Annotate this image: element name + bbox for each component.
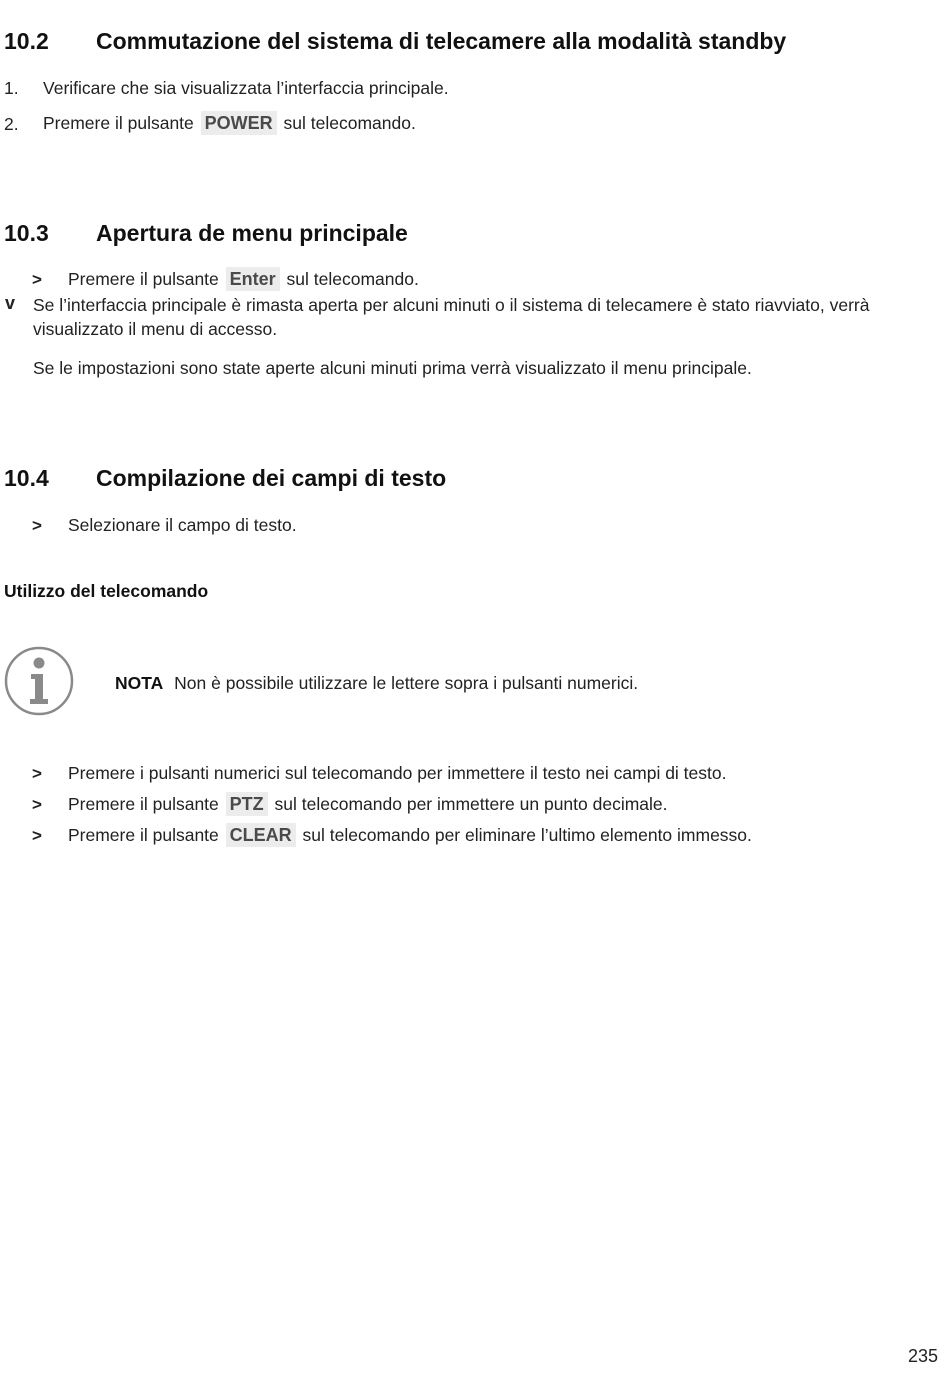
action-text-pre: Premere il pulsante [68,825,219,845]
section-title: Commutazione del sistema di telecamere alla modalità standby [96,28,787,54]
section-title: Compilazione dei campi di testo [96,465,447,491]
step-text-post: sul telecomando. [283,113,416,133]
power-key-label: POWER [201,111,277,135]
step-2-text [43,111,416,135]
action-step [68,267,419,291]
action-text-pre: Premere il pulsante [68,269,219,289]
action-text-post: sul telecomando per immettere un punto decimale. [274,794,668,814]
step-number: 2. [4,114,19,134]
action-marker-icon: > [32,516,42,535]
enter-key-label: Enter [226,267,280,291]
section-number: 10.2 [4,28,49,54]
action-step [68,823,752,847]
ptz-key-label: PTZ [226,792,268,816]
note-body: Non è possibile utilizzare le lettere sopra i pulsanti numerici. [174,673,639,693]
action-text-post: sul telecomando per eliminare l’ultimo elemento immesso. [302,825,752,845]
note-label: NOTA [115,673,164,693]
action-marker-icon: > [32,764,42,783]
section-number: 10.3 [4,220,49,246]
action-text-post: sul telecomando. [286,269,419,289]
action-step [68,792,668,816]
page-number: 235 [908,1346,939,1366]
clear-key-label: CLEAR [226,823,296,847]
step-text-pre: Premere il pulsante [43,113,194,133]
action-marker-icon: > [32,795,42,814]
step-2 [4,112,19,136]
action-marker-icon: > [32,826,42,845]
section-number: 10.4 [4,465,49,491]
subheading: Utilizzo del telecomando [4,581,209,601]
action-text-pre: Premere il pulsante [68,794,219,814]
step-1 [4,76,19,100]
result-text: Se l’interfaccia principale è rimasta aperta per alcuni minuti o il sistema di telecamere è stato riavviato, verrà visualizzato il menu di accesso. [33,295,870,339]
paragraph-text: Se le impostazioni sono state aperte alcuni minuti prima verrà visualizzato il menu principale. [33,358,752,378]
section-title: Apertura de menu principale [96,220,408,246]
action-text: Premere i pulsanti numerici sul telecomando per immettere il testo nei campi di testo. [68,763,727,783]
note-text [115,671,638,695]
result-marker-icon: v [5,293,16,313]
action-text: Selezionare il campo di testo. [68,515,297,535]
info-icon [4,646,74,716]
section-10-3-heading [4,220,904,250]
section-10-4-heading [4,465,904,495]
step-1-text: Verificare che sia visualizzata l’interfaccia principale. [43,78,449,98]
step-number: 1. [4,78,19,98]
action-marker-icon: > [32,270,42,289]
section-10-2-heading [4,28,904,58]
